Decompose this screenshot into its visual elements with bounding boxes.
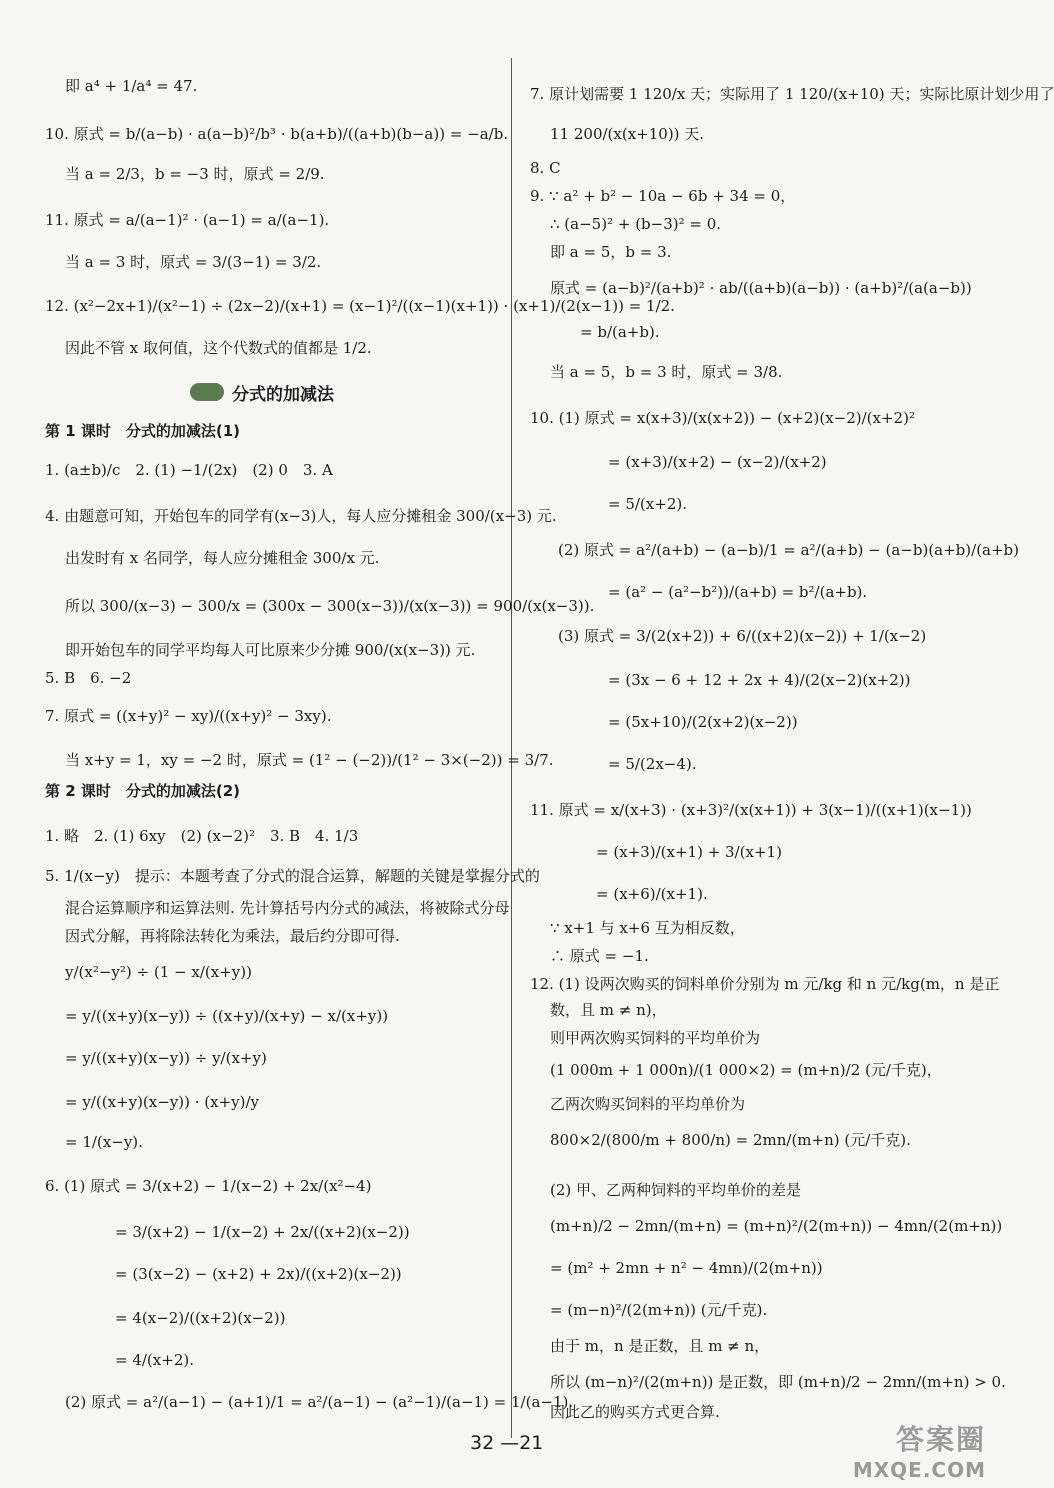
answer-line: ∵ x+1 与 x+6 互为相反数， — [550, 919, 745, 937]
answer-line: 所以 (m−n)²/(2(m+n)) 是正数，即 (m+n)/2 − 2mn/(m+n) > 0. — [550, 1373, 1006, 1391]
answer-line: 因此不管 x 取何值，这个代数式的值都是 1/2. — [65, 339, 372, 357]
answer-line: 即开始包车的同学平均每人可比原来少分摊 900/(x(x−3)) 元. — [65, 641, 476, 659]
answer-line: (1 000m + 1 000n)/(1 000×2) = (m+n)/2 (元/千克)， — [550, 1061, 942, 1079]
answer-line: = 1/(x−y). — [65, 1133, 143, 1151]
answer-line: 5. B 6. −2 — [45, 669, 132, 687]
answer-line: 当 x+y = 1，xy = −2 时，原式 = (1² − (−2))/(1² − 3×(−2)) = 3/7. — [65, 751, 554, 769]
answer-line: = y/((x+y)(x−y)) · (x+y)/y — [65, 1093, 260, 1111]
answer-line: ∴ (a−5)² + (b−3)² = 0. — [550, 215, 722, 233]
answer-line: 11. 原式 = x/(x+3) · (x+3)²/(x(x+1)) + 3(x−1)/((x+1)(x−1)) — [530, 801, 972, 819]
answer-line: 10. 原式 = b/(a−b) · a(a−b)²/b³ · b(a+b)/((a+b)(b−a)) = −a/b. — [45, 125, 509, 143]
answer-line: = (m² + 2mn + n² − 4mn)/(2(m+n)) — [550, 1259, 823, 1277]
answer-line: = (x+3)/(x+2) − (x−2)/(x+2) — [608, 453, 827, 471]
watermark-url: MXQE.COM — [852, 1458, 986, 1482]
answer-line: = y/((x+y)(x−y)) ÷ ((x+y)/(x+y) − x/(x+y)) — [65, 1007, 389, 1025]
answer-line: 出发时有 x 名同学，每人应分摊租金 300/x 元. — [65, 549, 380, 567]
answer-line: 4. 由题意可知，开始包车的同学有(x−3)人，每人应分摊租金 300/(x−3) 元. — [45, 507, 557, 525]
section-title: 分式的加减法 — [232, 384, 334, 405]
answer-line: 11. 原式 = a/(a−1)² · (a−1) = a/(a−1). — [45, 211, 330, 229]
answer-line: 11 200/(x(x+10)) 天. — [550, 125, 705, 143]
answer-line: 8. C — [530, 159, 561, 177]
answer-line: 数，且 m ≠ n)， — [550, 1001, 667, 1019]
answer-line: 当 a = 3 时，原式 = 3/(3−1) = 3/2. — [65, 253, 322, 271]
answer-line: 12. (x²−2x+1)/(x²−1) ÷ (2x−2)/(x+1) = (x−1)²/((x−1)(x+1)) · (x+1)/(2(x−1)) = 1/2. — [45, 297, 675, 315]
answer-line: 因此乙的购买方式更合算. — [550, 1403, 720, 1421]
answer-line: (m+n)/2 − 2mn/(m+n) = (m+n)²/(2(m+n)) − 4mn/(2(m+n)) — [550, 1217, 1003, 1235]
answer-line: = (3(x−2) − (x+2) + 2x)/((x+2)(x−2)) — [115, 1265, 402, 1283]
answer-line: = y/((x+y)(x−y)) ÷ y/(x+y) — [65, 1049, 267, 1067]
answer-line: 当 a = 2/3，b = −3 时，原式 = 2/9. — [65, 165, 325, 183]
answer-line: (2) 甲、乙两种饲料的平均单价的差是 — [550, 1181, 802, 1199]
answer-line: 即 a = 5，b = 3. — [550, 243, 672, 261]
answer-line: (2) 原式 = a²/(a−1) − (a+1)/1 = a²/(a−1) − (a²−1)/(a−1) = 1/(a−1). — [65, 1393, 574, 1411]
answer-line: 1. 略 2. (1) 6xy (2) (x−2)² 3. B 4. 1/3 — [45, 827, 359, 845]
answer-line: = (x+3)/(x+1) + 3/(x+1) — [596, 843, 782, 861]
answer-line: ∴ 原式 = −1. — [550, 947, 649, 965]
section-marker-icon — [190, 383, 224, 401]
answer-line: 6. (1) 原式 = 3/(x+2) − 1/(x−2) + 2x/(x²−4) — [45, 1177, 372, 1195]
answer-line: (2) 原式 = a²/(a+b) − (a−b)/1 = a²/(a+b) − (a−b)(a+b)/(a+b) — [558, 541, 1020, 559]
answer-line: = (m−n)²/(2(m+n)) (元/千克). — [550, 1301, 768, 1319]
section-header — [190, 378, 334, 406]
lesson-2-title: 第 2 课时 分式的加减法(2) — [45, 782, 241, 800]
answer-line: = (a² − (a²−b²))/(a+b) = b²/(a+b). — [608, 583, 868, 601]
watermark-logo — [853, 1418, 986, 1482]
answer-line: 因式分解，再将除法转化为乘法，最后约分即可得. — [65, 927, 400, 945]
answer-line: 由于 m，n 是正数，且 m ≠ n， — [550, 1337, 770, 1355]
answer-line: = 5/(2x−4). — [608, 755, 697, 773]
answer-line: 12. (1) 设两次购买的饲料单价分别为 m 元/kg 和 n 元/kg(m，n 是正 — [530, 975, 1000, 993]
answer-line: = (5x+10)/(2(x+2)(x−2)) — [608, 713, 798, 731]
answer-line: (3) 原式 = 3/(2(x+2)) + 6/((x+2)(x−2)) + 1/(x−2) — [558, 627, 927, 645]
answer-line: 当 a = 5，b = 3 时，原式 = 3/8. — [550, 363, 783, 381]
answer-line: 则甲两次购买饲料的平均单价为 — [550, 1029, 761, 1047]
watermark-text: 答案圈 — [895, 1423, 986, 1456]
answer-line: 5. 1/(x−y) 提示：本题考查了分式的混合运算，解题的关键是掌握分式的 — [45, 867, 540, 885]
answer-line: = (x+6)/(x+1). — [596, 885, 708, 903]
answer-line: 乙两次购买饲料的平均单价为 — [550, 1095, 746, 1113]
answer-line: = 5/(x+2). — [608, 495, 687, 513]
answer-line: y/(x²−y²) ÷ (1 − x/(x+y)) — [65, 963, 252, 981]
lesson-1-title: 第 1 课时 分式的加减法(1) — [45, 422, 241, 440]
answer-line: = 3/(x+2) − 1/(x−2) + 2x/((x+2)(x−2)) — [115, 1223, 410, 1241]
answer-line: 所以 300/(x−3) − 300/x = (300x − 300(x−3))/(x(x−3)) = 900/(x(x−3)). — [65, 597, 595, 615]
answer-line: = 4/(x+2). — [115, 1351, 194, 1369]
answer-line: = b/(a+b). — [580, 323, 660, 341]
answer-line: = 4(x−2)/((x+2)(x−2)) — [115, 1309, 286, 1327]
answer-line: 800×2/(800/m + 800/n) = 2mn/(m+n) (元/千克). — [550, 1131, 911, 1149]
answer-line: 即 a⁴ + 1/a⁴ = 47. — [65, 77, 198, 95]
answer-line: 7. 原计划需要 1 120/x 天；实际用了 1 120/(x+10) 天；实际比原计划少用了 — [530, 85, 1054, 103]
page-number: 32 —21 — [470, 1432, 544, 1454]
answer-line: = (3x − 6 + 12 + 2x + 4)/(2(x−2)(x+2)) — [608, 671, 911, 689]
answer-line: 混合运算顺序和运算法则. 先计算括号内分式的减法，将被除式分母 — [65, 899, 510, 917]
answer-line: 7. 原式 = ((x+y)² − xy)/((x+y)² − 3xy). — [45, 707, 332, 725]
answer-line: 9. ∵ a² + b² − 10a − 6b + 34 = 0， — [530, 187, 796, 205]
answer-line: 10. (1) 原式 = x(x+3)/(x(x+2)) − (x+2)(x−2)/(x+2)² — [530, 409, 915, 427]
column-divider — [511, 58, 512, 1438]
answer-line: 原式 = (a−b)²/(a+b)² · ab/((a+b)(a−b)) · (a+b)²/(a(a−b)) — [550, 279, 972, 297]
answer-line: 1. (a±b)/c 2. (1) −1/(2x) (2) 0 3. A — [45, 461, 333, 479]
